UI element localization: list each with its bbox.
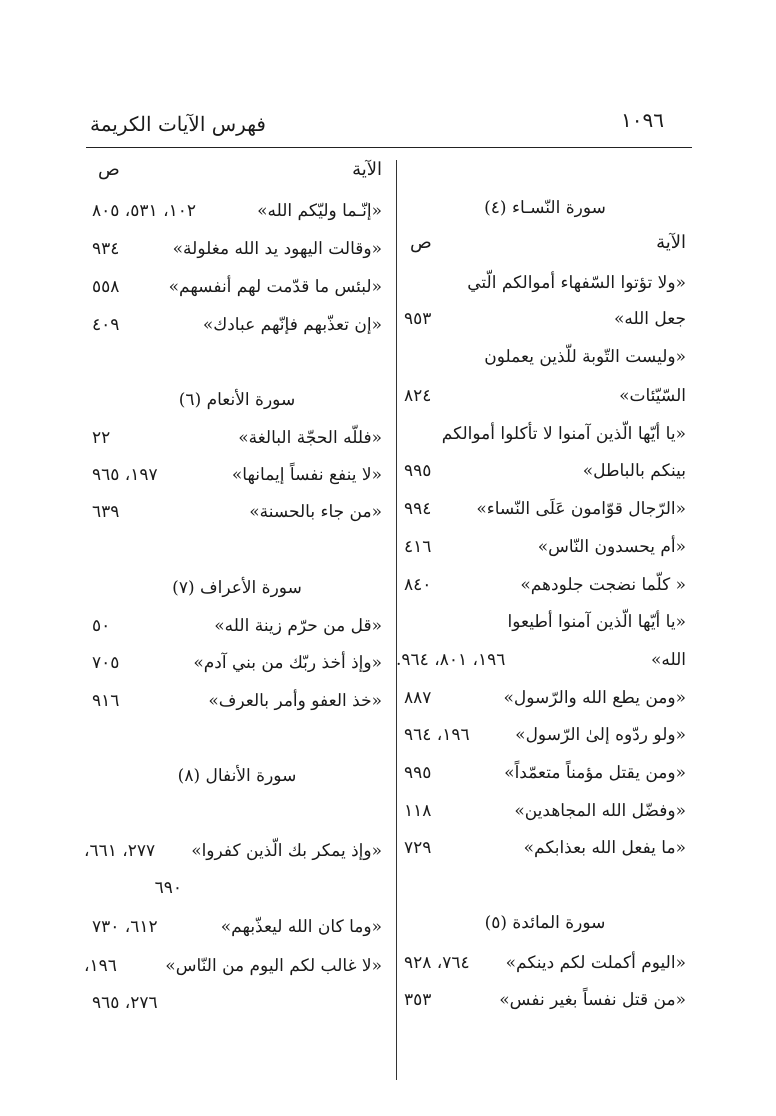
verse-row xyxy=(404,570,686,600)
verse-row xyxy=(404,985,686,1015)
verse-text: «لا غالب لكم اليوم من النّاس» xyxy=(165,956,382,976)
left-column xyxy=(84,0,382,1116)
verse-row xyxy=(404,456,686,486)
verse-text: «أم يحسدون النّاس» xyxy=(537,537,686,557)
surah-heading-araf: سورة الأعراف (٧) xyxy=(172,578,302,598)
verse-text: «إنّـما وليّكم الله» xyxy=(257,201,382,221)
page-refs: ٨٢٤ xyxy=(404,386,432,406)
page-refs: ٩١٦ xyxy=(92,691,120,711)
page-refs: ٩٩٤ xyxy=(404,499,432,519)
verse-row xyxy=(92,912,382,942)
page-refs: ١٩٦، ٩٦٤ xyxy=(404,725,470,745)
page-refs: ٥٠ xyxy=(92,616,111,636)
page-refs: ٥٥٨ xyxy=(92,277,120,297)
verse-text: «يا أيّها الّذين آمنوا أطيعوا xyxy=(507,612,686,632)
verse-row xyxy=(92,611,382,641)
page-refs: ٤٠٩ xyxy=(92,315,120,335)
verse-text: «وليست التّوبة للّذين يعملون xyxy=(484,347,686,367)
verse-text: «لبئس ما قدّمت لهم أنفسهم» xyxy=(168,277,382,297)
verse-row xyxy=(92,234,382,264)
column-divider xyxy=(396,160,397,1080)
page-refs: ٧٦٤، ٩٢٨ xyxy=(404,953,470,973)
page-refs: ٢٧٦، ٩٦٥ xyxy=(92,993,158,1013)
page-refs: ٩٩٥ xyxy=(404,763,432,783)
page-refs: ١٩٧، ٩٦٥ xyxy=(92,465,158,485)
verse-row xyxy=(404,532,686,562)
verse-row xyxy=(404,796,686,826)
verse-text: الله» xyxy=(650,650,686,670)
verse-text: السّيّئات» xyxy=(619,386,686,406)
page-refs: ١٠٢، ٥٣١، ٨٠٥ xyxy=(92,201,196,221)
verse-row xyxy=(404,419,686,449)
verse-text: «وفضّل الله المجاهدين» xyxy=(514,801,686,821)
verse-text: «وقالت اليهود يد الله مغلولة» xyxy=(172,239,382,259)
page-head-label: ص xyxy=(410,232,432,253)
verse-text: «إن تعذّبهم فإنّهم عبادك» xyxy=(202,315,382,335)
verse-row xyxy=(92,196,382,226)
verse-row xyxy=(396,645,686,675)
verse-row xyxy=(404,304,686,334)
page-refs: ٣٥٣ xyxy=(404,990,432,1010)
page-refs: ٧٠٥ xyxy=(92,653,120,673)
verse-text: بينكم بالباطل» xyxy=(582,461,686,481)
verse-row xyxy=(92,272,382,302)
surah-heading-anfal: سورة الأنفال (٨) xyxy=(177,766,297,786)
verse-text: «يا أيّها الّذين آمنوا لا تأكلوا أموالكم xyxy=(441,424,686,444)
verse-row xyxy=(92,988,382,1018)
column-head xyxy=(92,155,382,185)
surah-heading-maida: سورة المائدة (٥) xyxy=(484,913,606,933)
page-refs: ٢٧٧، ٦٦١، xyxy=(84,841,156,861)
surah-heading-anam: سورة الأنعام (٦) xyxy=(178,390,296,410)
page-refs: ٩٣٤ xyxy=(92,239,120,259)
verse-row xyxy=(404,494,686,524)
verse-row xyxy=(92,648,382,678)
verse-row xyxy=(404,268,686,298)
page-refs: ١١٨ xyxy=(404,801,432,821)
verse-row xyxy=(92,310,382,340)
verse-row xyxy=(404,683,686,713)
verse-row xyxy=(404,720,686,750)
verse-text: «وما كان الله ليعذّبهم» xyxy=(220,917,382,937)
verse-row xyxy=(92,686,382,716)
verse-text: «خذ العفو وأمر بالعرف» xyxy=(208,691,382,711)
verse-row xyxy=(84,951,382,981)
verse-text: «ولا تؤتوا السّفهاء أموالكم الّتي xyxy=(467,273,686,293)
verse-text: «وإذ يمكر بك الّذين كفروا» xyxy=(191,841,382,861)
verse-text: «من قتل نفساً بغير نفس» xyxy=(499,990,686,1010)
page-refs: ١٩٦، ٨٠١، ٩٦٤. xyxy=(396,650,506,670)
verse-row xyxy=(404,342,686,372)
verse-row xyxy=(84,836,382,866)
page-refs: ٨٤٠ xyxy=(404,575,432,595)
page-refs: ٤١٦ xyxy=(404,537,432,557)
column-head xyxy=(404,228,686,258)
page-refs: ٨٨٧ xyxy=(404,688,432,708)
verse-text: «ما يفعل الله بعذابكم» xyxy=(523,838,686,858)
page-refs: ٩٥٣ xyxy=(404,309,432,329)
surah-heading-nisa: سورة النّسـاء (٤) xyxy=(484,198,606,218)
verse-text: «فللّه الحجّة البالغة» xyxy=(238,428,382,448)
page-refs: ٦٣٩ xyxy=(92,502,120,522)
page-head-label: ص xyxy=(98,159,120,180)
page-refs: ١٩٦، xyxy=(84,956,117,976)
verse-text: «ومن يطع الله والرّسول» xyxy=(503,688,686,708)
verse-text: «قل من حرّم زينة الله» xyxy=(214,616,382,636)
verse-text: « كلّما نضجت جلودهم» xyxy=(520,575,686,595)
verse-row xyxy=(92,497,382,527)
verse-head-label: الآية xyxy=(656,232,686,253)
verse-head-label: الآية xyxy=(352,159,382,180)
verse-row xyxy=(404,833,686,863)
verse-row xyxy=(92,460,382,490)
page-refs: ٦٩٠ xyxy=(154,878,182,898)
page-refs: ٢٢ xyxy=(92,428,111,448)
verse-row xyxy=(92,423,382,453)
verse-text: «لا ينفع نفساً إيمانها» xyxy=(231,465,382,485)
verse-text: «اليوم أكملت لكم دينكم» xyxy=(505,953,686,973)
verse-text: «وإذ أخذ ربّك من بني آدم» xyxy=(193,653,382,673)
verse-text: «ومن يقتل مؤمناً متعمّداً» xyxy=(504,763,686,783)
verse-row xyxy=(404,607,686,637)
verse-text: «ولو ردّوه إلىٰ الرّسول» xyxy=(515,725,686,745)
verse-text: «الرّجال قوّامون عَلَى النّساء» xyxy=(476,499,686,519)
index-title: فهرس الآيات الكريمة xyxy=(90,112,266,136)
verse-text: «من جاء بالحسنة» xyxy=(249,502,382,522)
page-refs: ٧٢٩ xyxy=(404,838,432,858)
page-refs: ٦١٢، ٧٣٠ xyxy=(92,917,158,937)
page-number: ١٠٩٦ xyxy=(621,108,664,132)
verse-text: جعل الله» xyxy=(613,309,686,329)
verse-row xyxy=(92,873,382,903)
verse-row xyxy=(404,381,686,411)
verse-row xyxy=(404,948,686,978)
verse-row xyxy=(404,758,686,788)
right-column xyxy=(396,0,686,1116)
page-refs: ٩٩٥ xyxy=(404,461,432,481)
